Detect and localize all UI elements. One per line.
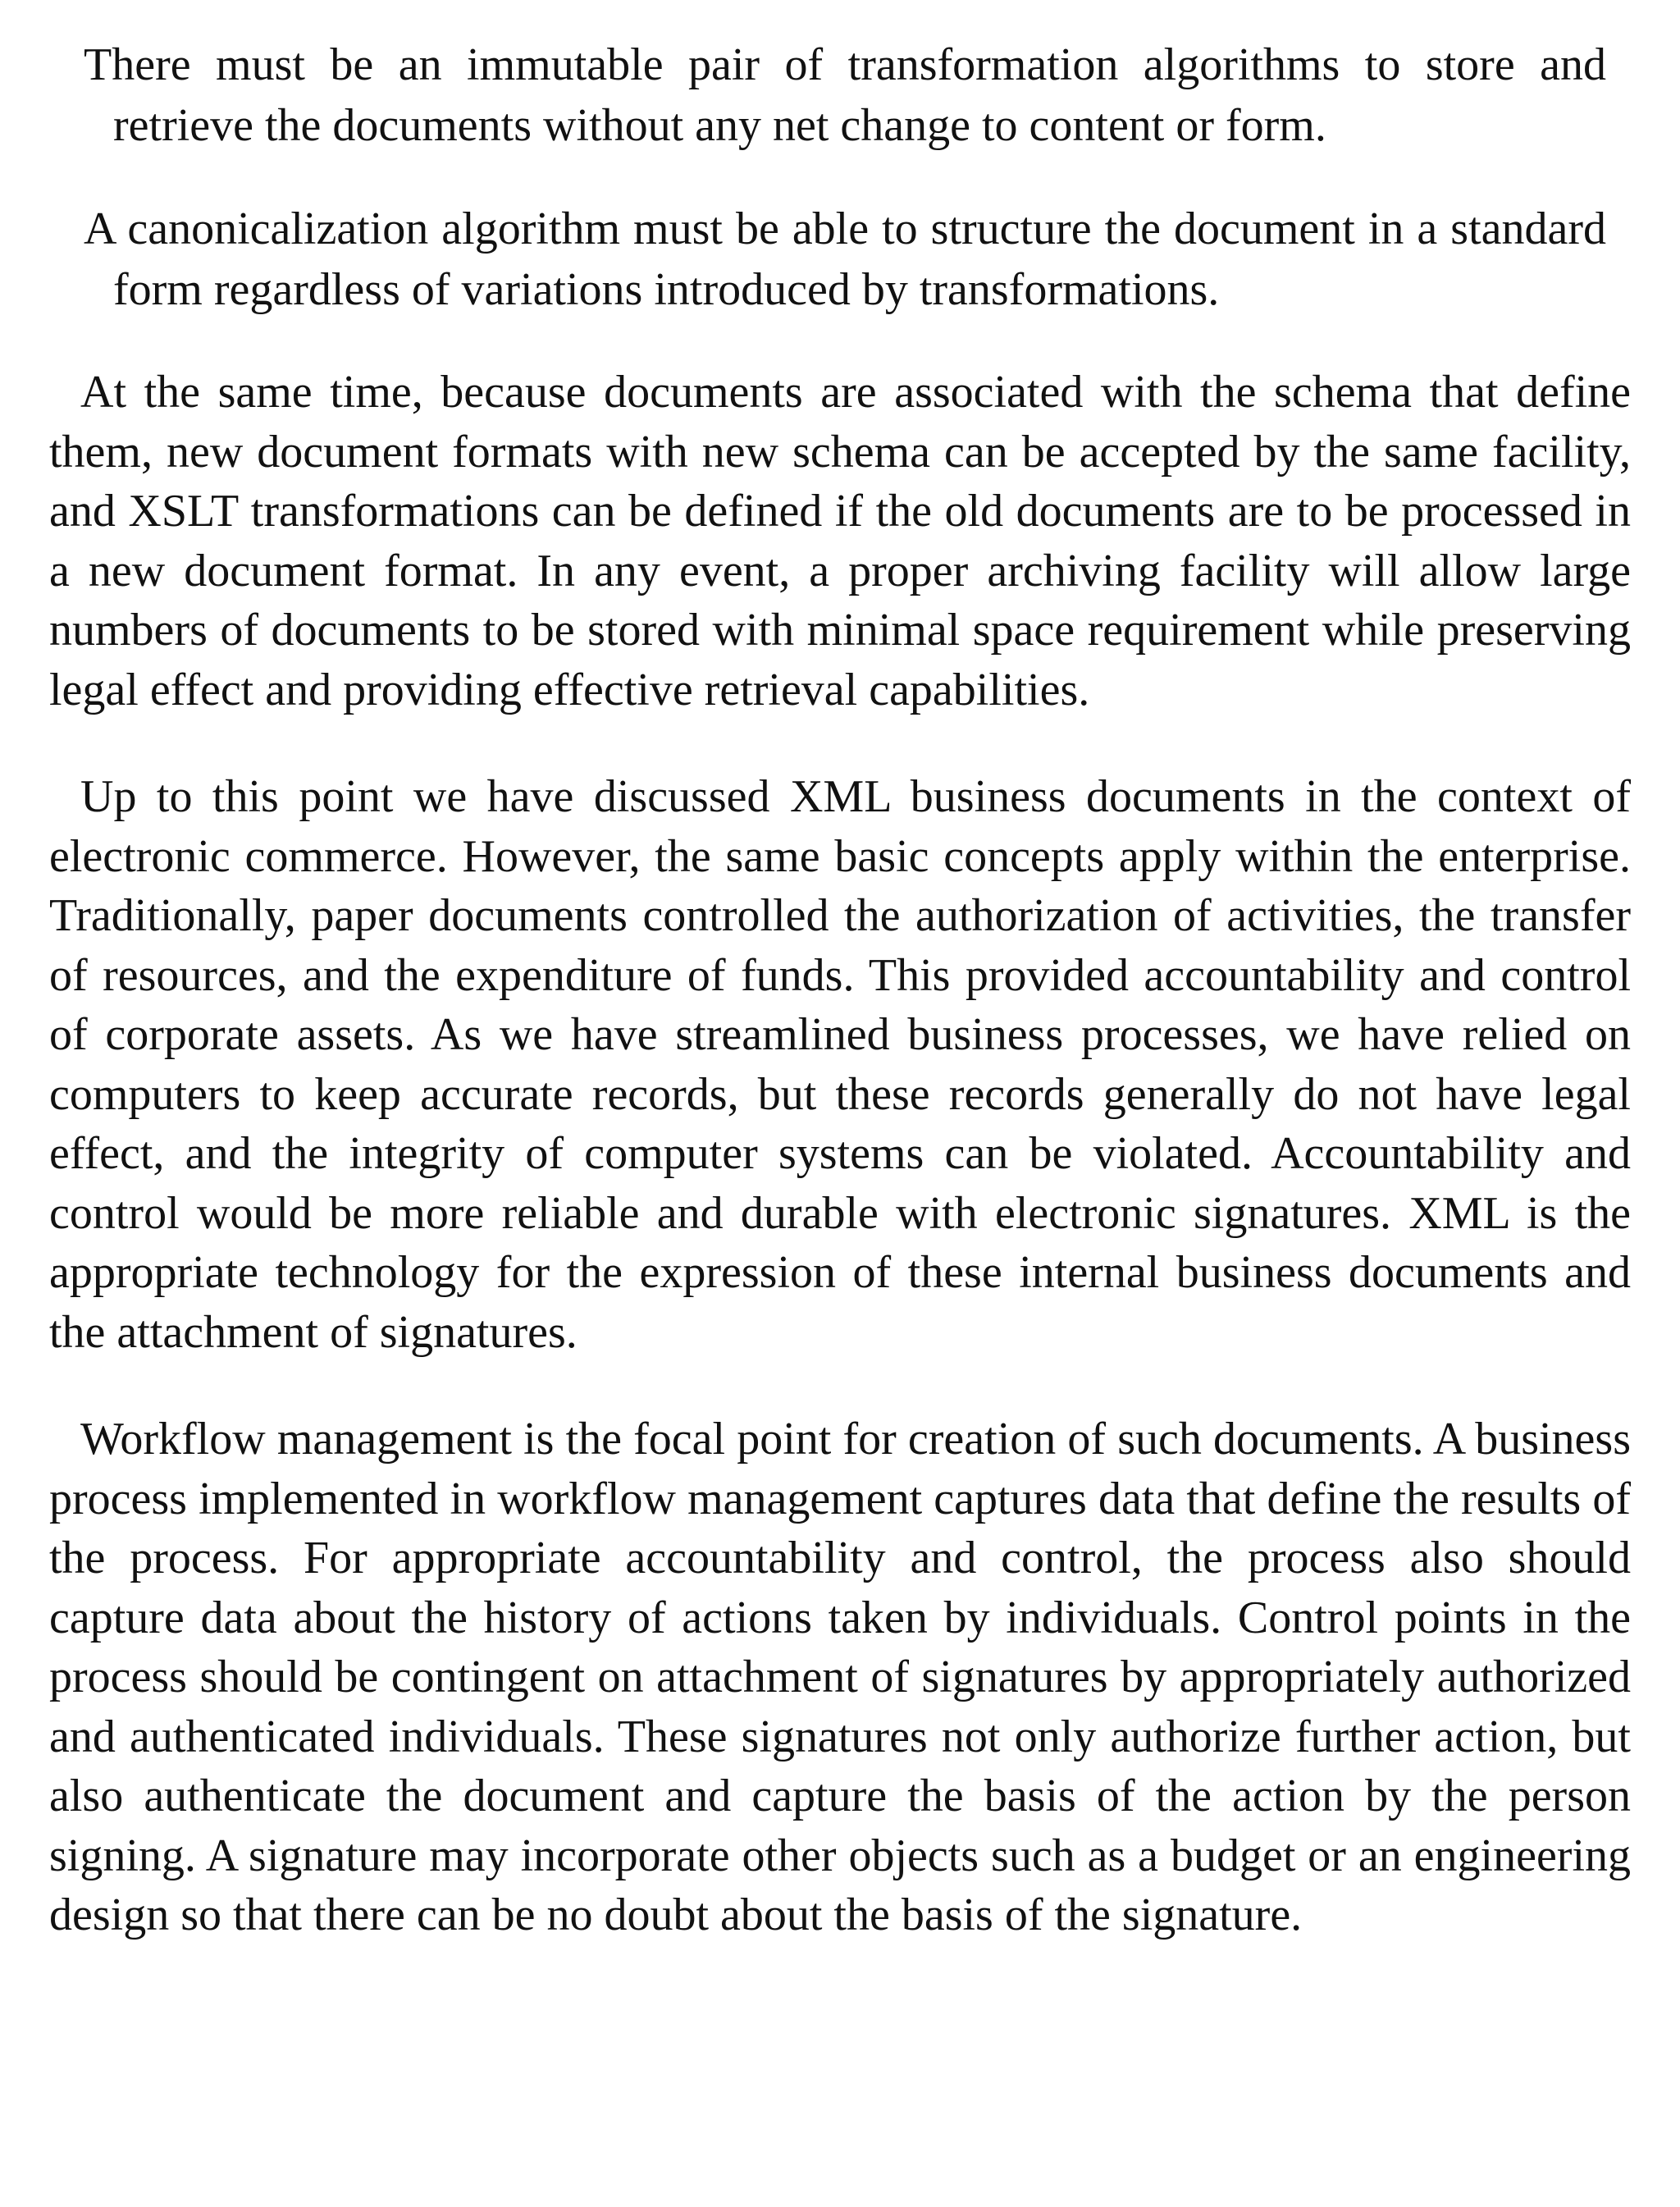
paragraph-archiving: At the same time, because documents are associated with the schema that define them, new document formats with new schema can be accepted by the same facility, and XSLT transformations can be defined if the old documents are to be processed in a new document format. In any event, a proper archiving facility will allow large numbers of documents to be stored with minimal space requirement while preserving legal effect and providing effective retrieval capabilities. [49, 367, 1631, 715]
document-page [49, 34, 1631, 1945]
paragraph-enterprise: Up to this point we have discussed XML business documents in the context of electronic commerce. However, the same basic concepts apply within the enterprise. Traditionally, paper documents controlled the authorization of activities, the transfer of resources, and the expenditure of funds. This provided accountability and control of corporate assets. As we have streamlined business processes, we have relied on computers to keep accurate records, but these records generally do not have legal effect, and the integrity of computer systems can be violated. Accountability and control would be more reliable and durable with electronic signatures. XML is the appropriate technology for the expression of these internal business documents and the attachment of signatures. [49, 771, 1631, 1358]
requirement-item-1: There must be an immutable pair of transformation algorithms to store and retrieve the documents without any net change to content or form. [84, 39, 1606, 151]
paragraph-workflow: Workflow management is the focal point for creation of such documents. A business process implemented in workflow management captures data that define the results of the process. For appropriate accountability and control, the process also should capture data about the history of actions taken by individuals. Control points in the process should be contingent on attachment of signatures by appropriately authorized and authenticated individuals. These signatures not only authorize further action, but also authenticate the document and capture the basis of the action by the person signing. A signature may incorporate other objects such as a budget or an engineering design so that there can be no doubt about the basis of the signature. [49, 1414, 1631, 1940]
requirement-item-2: A canonicalization algorithm must be able to structure the document in a standard form regardless of variations introduced by transformations. [84, 203, 1606, 315]
